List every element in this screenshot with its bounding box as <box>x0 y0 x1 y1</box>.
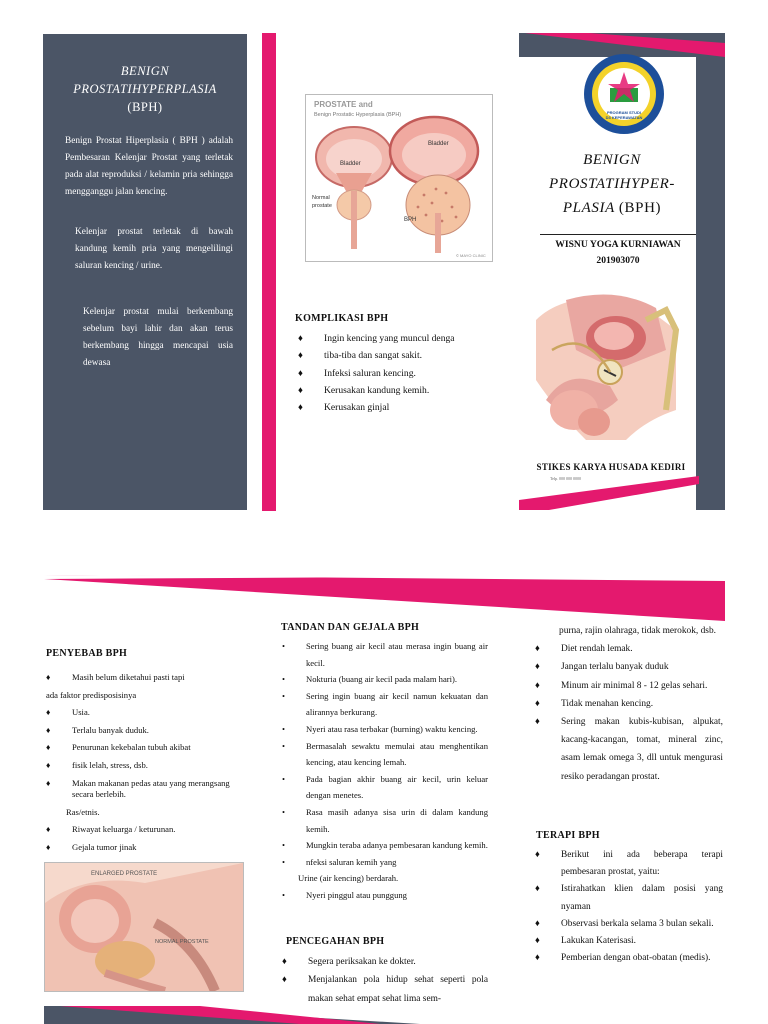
bullet-icon: • <box>282 840 286 851</box>
list-item: ♦ Sering makan kubis-kubisan, alpukat, kacang-kacangan, tomat, mineral zinc, asam lemak omega 3, dll untuk mengurasi resiko peradangan prostat. <box>535 713 723 786</box>
diamond-bullet-icon: ♦ <box>535 850 540 860</box>
list-item: ♦ Makan makanan pedas atau yang merangsang secara berlebih. <box>46 777 230 799</box>
male-anatomy-illustration <box>526 290 690 452</box>
list-item: • Sering buang air kecil atau merasa ingin buang air kecil. <box>282 638 488 671</box>
intro-title-line3: (BPH) <box>127 100 163 114</box>
bullet-icon: • <box>282 641 286 651</box>
tanda-gejala-title: TANDAN DAN GEJALA BPH <box>281 622 420 633</box>
bullet-icon: • <box>282 674 286 685</box>
diamond-bullet-icon: ♦ <box>46 707 51 718</box>
pencegahan-list <box>282 953 488 1008</box>
list-item: ada faktor predisposisinya <box>46 689 137 700</box>
label-enlarged-prostate: ENLARGED PROSTATE <box>91 871 158 877</box>
penyebab-list <box>46 669 246 856</box>
college-name: STIKES KARYA HUSADA KEDIRI <box>536 462 686 472</box>
diamond-bullet-icon: ♦ <box>535 698 540 709</box>
diamond-bullet-icon: ♦ <box>46 672 51 682</box>
terapi-title: TERAPI BPH <box>536 830 600 841</box>
list-item: ♦ Berikut ini ada beberapa terapi pembesaran prostat, yaitu: <box>535 847 723 881</box>
list-item: ♦ fisik lelah, stress, dsb. <box>46 757 246 775</box>
author-block <box>540 234 696 269</box>
list-item: • Nokturia (buang air kecil pada malam hari). <box>282 671 488 688</box>
author-id: 201903070 <box>596 255 640 266</box>
diamond-bullet-icon: ♦ <box>46 824 51 835</box>
author-name: WISNU YOGA KURNIAWAN <box>555 239 681 250</box>
pencegahan-continued-list <box>535 622 723 786</box>
list-item: • Pada bagian akhir buang air kecil, urin keluar dengan menetes. <box>282 771 488 804</box>
list-item: ♦ Usia. <box>46 704 246 722</box>
diamond-bullet-icon: ♦ <box>298 350 303 362</box>
list-item: ♦ Istirahatkan klien dalam posisi yang nyaman <box>535 881 723 915</box>
bullet-icon: • <box>282 740 286 751</box>
list-item: • Mungkin teraba adanya pembesaran kandung kemih. <box>282 837 488 854</box>
cover-title-line1: BENIGN <box>583 152 641 168</box>
diamond-bullet-icon: ♦ <box>535 884 540 895</box>
list-item: ♦ Infeksi saluran kencing. <box>298 365 513 382</box>
college-contact: Telp. 000 000 0000 <box>550 476 582 481</box>
komplikasi-list <box>298 330 513 416</box>
list-item: ♦ Kerusakan ginjal <box>298 399 513 416</box>
list-item: ♦ Jangan terlalu banyak duduk <box>535 658 723 676</box>
bullet-icon: • <box>282 773 286 784</box>
list-item: • Sering ingin buang air kecil namun kekuatan dan alirannya berkurang. <box>282 688 488 721</box>
bullet-icon: • <box>282 723 286 734</box>
label-normal-prostate: Normal <box>312 195 330 201</box>
intro-title-line1: BENIGN <box>120 64 170 78</box>
bottom-page-header-band <box>0 575 768 623</box>
list-item: • Nyeri atau rasa terbakar (burning) waktu kencing. <box>282 721 488 738</box>
diamond-bullet-icon: ♦ <box>535 680 540 691</box>
intro-paragraph-3: Kelenjar prostat mulai berkembang sebelum bayi lahir dan akan terus berkembang hingga mencapai usia dewasa <box>83 307 233 368</box>
list-item: Urine (air kencing) berdarah. <box>298 873 399 884</box>
bullet-icon: • <box>282 806 286 817</box>
label-normal-prostate-bottom: NORMAL PROSTATE <box>155 939 209 945</box>
intro-paragraph-2: Kelenjar prostat terletak di bawah kandung kemih pria yang mengelilingi saluran kencing / urine. <box>75 227 233 271</box>
diamond-bullet-icon: ♦ <box>46 724 51 735</box>
prostate-image-heading: PROSTATE and <box>314 100 373 109</box>
cover-title-line3: PLASIA <box>562 200 615 216</box>
bullet-icon: • <box>282 690 286 701</box>
list-item: ♦ Lakukan Katerisasi. <box>535 933 723 950</box>
diamond-bullet-icon: ♦ <box>298 402 303 414</box>
diamond-bullet-icon: ♦ <box>535 717 540 728</box>
diamond-bullet-icon: ♦ <box>298 333 303 344</box>
diamond-bullet-icon: ♦ <box>46 841 51 852</box>
diamond-bullet-icon: ♦ <box>46 742 51 753</box>
list-item: ♦ Kerusakan kandung kemih. <box>298 382 513 399</box>
college-logo <box>580 52 668 136</box>
list-item: ♦ tiba-tiba dan sangat sakit. <box>298 347 513 364</box>
list-item: ♦ Segera periksakan ke dokter. <box>282 953 488 971</box>
label-bph: BPH <box>404 217 417 223</box>
komplikasi-title: KOMPLIKASI BPH <box>295 313 389 324</box>
diamond-bullet-icon: ♦ <box>282 957 287 967</box>
label-bladder-normal: Bladder <box>340 161 361 167</box>
list-item: • Rasa masih adanya sisa urin di dalam kandung kemih. <box>282 804 488 837</box>
bullet-icon: • <box>282 856 286 867</box>
diamond-bullet-icon: ♦ <box>535 918 540 929</box>
bottom-page-footer-band <box>0 1006 768 1024</box>
diamond-bullet-icon: ♦ <box>46 777 51 788</box>
svg-text:PROGRAM STUDI: PROGRAM STUDI <box>607 110 641 115</box>
diamond-bullet-icon: ♦ <box>298 367 303 379</box>
tanda-gejala-list <box>282 638 488 904</box>
diamond-bullet-icon: ♦ <box>46 759 51 770</box>
enlarged-prostate-illustration <box>44 862 244 992</box>
intro-paragraph-1: Benign Prostat Hiperplasia ( BPH ) adalah Pembesaran Kelenjar Prostat yang terletak pada alat reproduksi / kelamin pria sehingga mengganggu jalan kencing. <box>65 136 233 197</box>
bullet-icon: • <box>282 889 286 900</box>
prostate-bph-illustration <box>305 94 493 262</box>
prostate-image-subheading: Benign Prostatic Hyperplasia (BPH) <box>314 112 402 118</box>
pencegahan-title: PENCEGAHAN BPH <box>286 936 385 947</box>
list-item: ♦ Pemberian dengan obat-obatan (medis). <box>535 950 723 967</box>
list-item: ♦ Terlalu banyak duduk. <box>46 722 246 740</box>
list-item: ♦ Tidak menahan kencing. <box>535 695 723 713</box>
list-item: ♦ Masih belum diketahui pasti tapi <box>46 669 246 687</box>
diamond-bullet-icon: ♦ <box>298 384 303 396</box>
list-item: ♦ Gejala tumor jinak <box>46 839 246 857</box>
list-item: Ras/etnis. <box>66 806 100 817</box>
intro-title-line2: PROSTATIHYPERPLASIA <box>73 82 217 96</box>
pink-divider-strip <box>262 33 276 511</box>
list-item: ♦ Ingin kencing yang muncul denga <box>298 330 513 347</box>
diamond-bullet-icon: ♦ <box>535 644 540 655</box>
terapi-list <box>535 847 723 967</box>
intro-panel <box>43 34 247 510</box>
list-item: purna, rajin olahraga, tidak merokok, dsb. <box>559 626 716 636</box>
diamond-bullet-icon: ♦ <box>535 936 540 947</box>
diamond-bullet-icon: ♦ <box>535 953 540 964</box>
label-bladder-bph: Bladder <box>428 141 449 147</box>
intro-title <box>43 62 247 116</box>
list-item: • nfeksi saluran kemih yang <box>282 854 488 871</box>
list-item: ♦ Riwayat keluarga / keturunan. <box>46 821 246 839</box>
list-item: • Nyeri pinggul atau punggung <box>282 887 488 904</box>
diamond-bullet-icon: ♦ <box>535 662 540 673</box>
cover-title <box>532 148 692 220</box>
list-item: ♦ Minum air minimal 8 - 12 gelas sehari. <box>535 677 723 695</box>
list-item: • Bermasalah sewaktu memulai atau menghentikan kencing, atau kencing lemah. <box>282 738 488 771</box>
svg-text:D3 KEPERAWATAN: D3 KEPERAWATAN <box>605 115 643 120</box>
list-item: ♦ Penurunan kekebalan tubuh akibat <box>46 739 246 757</box>
list-item: ♦ Observasi berkala selama 3 bulan sekali. <box>535 916 723 933</box>
penyebab-title: PENYEBAB BPH <box>46 648 128 659</box>
cover-bottom-accent <box>519 470 699 510</box>
list-item: ♦ Menjalankan pola hidup sehat seperti pola makan sehat empat sehat lima sem- <box>282 971 488 1008</box>
label-normal-prostate-2: prostate <box>312 203 332 209</box>
image-credit: © MAYO CLINIC <box>456 253 486 258</box>
diamond-bullet-icon: ♦ <box>282 975 287 986</box>
cover-title-line2: PROSTATIHYPER- <box>549 176 675 192</box>
cover-title-suffix: (BPH) <box>618 200 662 216</box>
list-item: ♦ Diet rendah lemak. <box>535 640 723 658</box>
